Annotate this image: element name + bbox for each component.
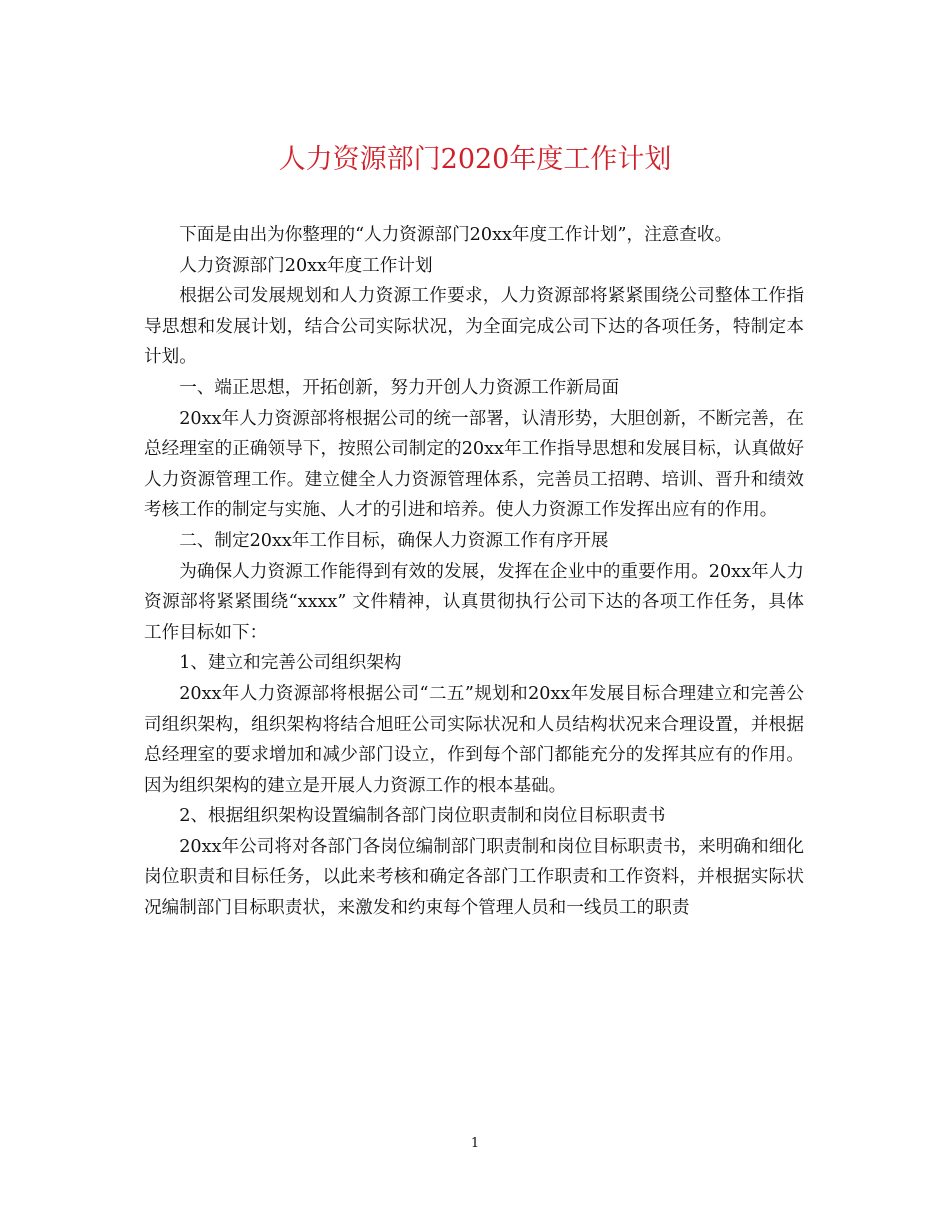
- paragraph: 20xx年公司将对各部门各岗位编制部门职责制和岗位目标职责书，来明确和细化岗位职责和目标任务，以此来考核和确定各部门工作职责和工作资料，并根据实际状况编制部门目标职责状，来激发和约束每个管理人员和一线员工的职责: [144, 836, 804, 919]
- paragraph: 为确保人力资源工作能得到有效的发展，发挥在企业中的重要作用。20xx年人力资源部将紧紧围绕“xxxx” 文件精神，认真贯彻执行公司下达的各项工作任务，具体工作目标如下：: [144, 561, 804, 643]
- subsection-heading: 1、建立和完善公司组织架构: [179, 653, 402, 674]
- section-heading: 二、制定20xx年工作目标，确保人力资源工作有序开展: [179, 530, 609, 551]
- document-body: [144, 220, 804, 924]
- paragraph: 20xx年人力资源部将根据公司的统一部署，认清形势，大胆创新，不断完善，在总经理室的正确领导下，按照公司制定的20xx年工作指导思想和发展目标，认真做好人力资源管理工作。建立健全人力资源管理体系，完善员工招聘、培训、晋升和绩效考核工作的制定与实施、人才的引进和培养。使人力资源工作发挥出应有的作用。: [144, 408, 804, 521]
- section-heading: 一、端正思想，开拓创新，努力开创人力资源工作新局面: [179, 377, 620, 398]
- paragraph: 人力资源部门20xx年度工作计划: [179, 255, 433, 276]
- page-number: 1: [470, 1136, 480, 1151]
- document-title: 人力资源部门2020年度工作计划: [278, 144, 672, 175]
- paragraph: 下面是由出为你整理的“人力资源部门20xx年度工作计划”，注意查收。: [179, 225, 733, 245]
- paragraph: 20xx年人力资源部将根据公司“二五”规划和20xx年发展目标合理建立和完善公司组织架构，组织架构将结合旭旺公司实际状况和人员结构状况来合理设置，并根据总经理室的要求增加和减少部门设立，作到每个部门都能充分的发挥其应有的作用。因为组织架构的建立是开展人力资源工作的根本基础。: [144, 683, 804, 796]
- subsection-heading: 2、根据组织架构设置编制各部门岗位职责制和岗位目标职责书: [179, 806, 666, 827]
- paragraph: 根据公司发展规划和人力资源工作要求，人力资源部将紧紧围绕公司整体工作指导思想和发展计划，结合公司实际状况，为全面完成公司下达的各项任务，特制定本计划。: [144, 286, 804, 368]
